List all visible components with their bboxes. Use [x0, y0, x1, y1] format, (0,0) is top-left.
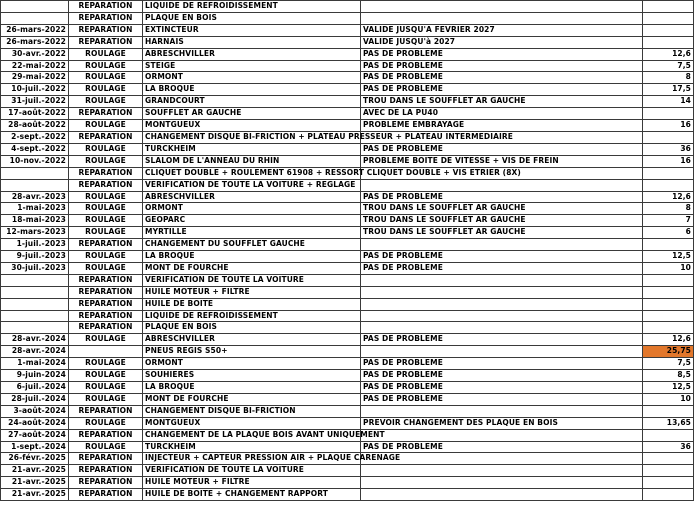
- date-cell[interactable]: 17-août-2022: [1, 108, 69, 120]
- description-cell[interactable]: SOUHIERES: [143, 370, 361, 382]
- value-cell[interactable]: 13,65: [643, 417, 694, 429]
- date-cell[interactable]: [1, 286, 69, 298]
- description-cell[interactable]: ORMONT: [143, 203, 361, 215]
- value-cell[interactable]: [643, 239, 694, 251]
- table-row: [1, 274, 694, 286]
- description-cell[interactable]: SLALOM DE L'ANNEAU DU RHIN: [143, 155, 361, 167]
- comment-cell[interactable]: PAS DE PROBLEME: [361, 72, 643, 84]
- value-cell[interactable]: [643, 1, 694, 13]
- date-cell[interactable]: [1, 179, 69, 191]
- comment-cell[interactable]: TROU DANS LE SOUFFLET AR GAUCHE: [361, 203, 643, 215]
- description-cell[interactable]: CLIQUET DOUBLE + ROULEMENT 61908 + RESSORT CLIQUET DOUBLE + VIS ETRIER (8X): [143, 167, 361, 179]
- value-cell[interactable]: 6: [643, 227, 694, 239]
- value-cell[interactable]: 10: [643, 393, 694, 405]
- comment-cell[interactable]: [361, 310, 643, 322]
- value-cell[interactable]: [643, 131, 694, 143]
- type-cell[interactable]: REPARATION: [69, 453, 143, 465]
- description-cell[interactable]: PLAQUE EN BOIS: [143, 322, 361, 334]
- comment-cell[interactable]: PAS DE PROBLEME: [361, 84, 643, 96]
- comment-cell[interactable]: [361, 286, 643, 298]
- description-cell[interactable]: TURCKHEIM: [143, 143, 361, 155]
- description-cell[interactable]: HUILE MOTEUR + FILTRE: [143, 477, 361, 489]
- table-row: [1, 215, 694, 227]
- value-cell[interactable]: 16: [643, 120, 694, 132]
- comment-cell[interactable]: [361, 346, 643, 358]
- comment-cell[interactable]: TROU DANS LE SOUFFLET AR GAUCHE: [361, 96, 643, 108]
- date-cell[interactable]: [1, 12, 69, 24]
- date-cell[interactable]: 28-avr.-2023: [1, 191, 69, 203]
- value-cell[interactable]: [643, 36, 694, 48]
- date-cell[interactable]: 4-sept.-2022: [1, 143, 69, 155]
- table-row: [1, 382, 694, 394]
- description-cell[interactable]: VERIFICATION DE TOUTE LA VOITURE: [143, 274, 361, 286]
- value-cell[interactable]: 7: [643, 215, 694, 227]
- description-cell[interactable]: INJECTEUR + CAPTEUR PRESSION AIR + PLAQUE CARENAGE: [143, 453, 361, 465]
- date-cell[interactable]: 28-août-2022: [1, 120, 69, 132]
- table-row: [1, 405, 694, 417]
- value-cell[interactable]: [643, 179, 694, 191]
- comment-cell[interactable]: PAS DE PROBLEME: [361, 441, 643, 453]
- comment-cell[interactable]: TROU DANS LE SOUFFLET AR GAUCHE: [361, 215, 643, 227]
- description-cell[interactable]: ABRESCHVILLER: [143, 48, 361, 60]
- type-cell[interactable]: REPARATION: [69, 167, 143, 179]
- type-cell[interactable]: ROULAGE: [69, 358, 143, 370]
- table-row: [1, 286, 694, 298]
- comment-cell[interactable]: AVEC DE LA PU40: [361, 108, 643, 120]
- comment-cell[interactable]: PAS DE PROBLEME: [361, 60, 643, 72]
- description-cell[interactable]: VERIFICATION DE TOUTE LA VOITURE + REGLAGE: [143, 179, 361, 191]
- comment-cell[interactable]: PAS DE PROBLEME: [361, 370, 643, 382]
- value-cell[interactable]: [643, 274, 694, 286]
- type-cell[interactable]: [69, 346, 143, 358]
- comment-cell[interactable]: PREVOIR CHANGEMENT DES PLAQUE EN BOIS: [361, 417, 643, 429]
- type-cell[interactable]: ROULAGE: [69, 215, 143, 227]
- table-row: [1, 1, 694, 13]
- type-cell[interactable]: REPARATION: [69, 179, 143, 191]
- table-row: [1, 453, 694, 465]
- type-cell[interactable]: REPARATION: [69, 477, 143, 489]
- table-row: [1, 155, 694, 167]
- description-cell[interactable]: CHANGEMENT DU SOUFFLET GAUCHE: [143, 239, 361, 251]
- description-cell[interactable]: MONT DE FOURCHE: [143, 393, 361, 405]
- type-cell[interactable]: ROULAGE: [69, 441, 143, 453]
- type-cell[interactable]: ROULAGE: [69, 84, 143, 96]
- table-row: [1, 429, 694, 441]
- description-cell[interactable]: EXTINCTEUR: [143, 24, 361, 36]
- description-cell[interactable]: CHANGEMENT DISQUE BI-FRICTION + PLATEAU PRESSEUR + PLATEAU INTERMEDIAIRE: [143, 131, 361, 143]
- table-row: [1, 346, 694, 358]
- description-cell[interactable]: LA BROQUE: [143, 84, 361, 96]
- comment-cell[interactable]: [361, 477, 643, 489]
- table-row: [1, 24, 694, 36]
- description-cell[interactable]: ABRESCHVILLER: [143, 334, 361, 346]
- date-cell[interactable]: 28-juil.-2024: [1, 393, 69, 405]
- date-cell[interactable]: 6-juil.-2024: [1, 382, 69, 394]
- table-row: [1, 465, 694, 477]
- description-cell[interactable]: LA BROQUE: [143, 382, 361, 394]
- type-cell[interactable]: REPARATION: [69, 429, 143, 441]
- comment-cell[interactable]: PAS DE PROBLEME: [361, 48, 643, 60]
- date-cell[interactable]: [1, 167, 69, 179]
- comment-cell[interactable]: PAS DE PROBLEME: [361, 393, 643, 405]
- table-row: [1, 191, 694, 203]
- description-cell[interactable]: MONTGUEUX: [143, 120, 361, 132]
- table-row: [1, 84, 694, 96]
- description-cell[interactable]: LIQUIDE DE REFROIDISSEMENT: [143, 1, 361, 13]
- date-cell[interactable]: [1, 274, 69, 286]
- date-cell[interactable]: 24-août-2024: [1, 417, 69, 429]
- description-cell[interactable]: PLAQUE EN BOIS: [143, 12, 361, 24]
- comment-cell[interactable]: PROBLEME EMBRAYAGE: [361, 120, 643, 132]
- description-cell[interactable]: STEIGE: [143, 60, 361, 72]
- table-row: [1, 310, 694, 322]
- date-cell[interactable]: 2-sept.-2022: [1, 131, 69, 143]
- date-cell[interactable]: 22-mai-2022: [1, 60, 69, 72]
- type-cell[interactable]: REPARATION: [69, 12, 143, 24]
- table-row: [1, 12, 694, 24]
- type-cell[interactable]: ROULAGE: [69, 96, 143, 108]
- table-row: [1, 441, 694, 453]
- type-cell[interactable]: ROULAGE: [69, 60, 143, 72]
- comment-cell[interactable]: PAS DE PROBLEME: [361, 191, 643, 203]
- type-cell[interactable]: REPARATION: [69, 310, 143, 322]
- type-cell[interactable]: ROULAGE: [69, 417, 143, 429]
- date-cell[interactable]: 28-avr.-2024: [1, 334, 69, 346]
- comment-cell[interactable]: VALIDE JUSQU'à 2027: [361, 36, 643, 48]
- date-cell[interactable]: 26-mars-2022: [1, 24, 69, 36]
- date-cell[interactable]: 10-nov.-2022: [1, 155, 69, 167]
- date-cell[interactable]: 26-févr.-2025: [1, 453, 69, 465]
- date-cell[interactable]: 26-mars-2022: [1, 36, 69, 48]
- type-cell[interactable]: ROULAGE: [69, 120, 143, 132]
- table-row: [1, 179, 694, 191]
- value-cell[interactable]: 7,5: [643, 358, 694, 370]
- comment-cell[interactable]: PAS DE PROBLEME: [361, 382, 643, 394]
- type-cell[interactable]: ROULAGE: [69, 48, 143, 60]
- value-cell[interactable]: 14: [643, 96, 694, 108]
- value-cell[interactable]: 8: [643, 203, 694, 215]
- description-cell[interactable]: LA BROQUE: [143, 251, 361, 263]
- table-row: [1, 60, 694, 72]
- date-cell[interactable]: 21-avr.-2025: [1, 477, 69, 489]
- type-cell[interactable]: ROULAGE: [69, 334, 143, 346]
- date-cell[interactable]: 1-sept.-2024: [1, 441, 69, 453]
- comment-cell[interactable]: PAS DE PROBLEME: [361, 262, 643, 274]
- date-cell[interactable]: 31-juil.-2022: [1, 96, 69, 108]
- comment-cell[interactable]: PAS DE PROBLEME: [361, 358, 643, 370]
- description-cell[interactable]: HUILE MOTEUR + FILTRE: [143, 286, 361, 298]
- description-cell[interactable]: VERIFICATION DE TOUTE LA VOITURE: [143, 465, 361, 477]
- table-row: [1, 477, 694, 489]
- table-row: [1, 370, 694, 382]
- table-row: [1, 358, 694, 370]
- description-cell[interactable]: MONT DE FOURCHE: [143, 262, 361, 274]
- comment-cell[interactable]: PAS DE PROBLEME: [361, 334, 643, 346]
- value-cell[interactable]: [643, 429, 694, 441]
- value-cell[interactable]: 25,75: [643, 346, 694, 358]
- type-cell[interactable]: REPARATION: [69, 36, 143, 48]
- table-row: [1, 239, 694, 251]
- table-row: [1, 251, 694, 263]
- date-cell[interactable]: 27-août-2024: [1, 429, 69, 441]
- description-cell[interactable]: LIQUIDE DE REFROIDISSEMENT: [143, 310, 361, 322]
- value-cell[interactable]: [643, 405, 694, 417]
- table-row: [1, 96, 694, 108]
- comment-cell[interactable]: [361, 465, 643, 477]
- comment-cell[interactable]: TROU DANS LE SOUFFLET AR GAUCHE: [361, 227, 643, 239]
- table-row: [1, 120, 694, 132]
- value-cell[interactable]: [643, 24, 694, 36]
- date-cell[interactable]: [1, 322, 69, 334]
- value-cell[interactable]: 8,5: [643, 370, 694, 382]
- date-cell[interactable]: 1-juil.-2023: [1, 239, 69, 251]
- type-cell[interactable]: ROULAGE: [69, 393, 143, 405]
- description-cell[interactable]: ORMONT: [143, 358, 361, 370]
- value-cell[interactable]: [643, 167, 694, 179]
- table-row: [1, 36, 694, 48]
- type-cell[interactable]: REPARATION: [69, 322, 143, 334]
- comment-cell[interactable]: PROBLEME BOITE DE VITESSE + VIS DE FREIN: [361, 155, 643, 167]
- table-row: [1, 298, 694, 310]
- date-cell[interactable]: 30-avr.-2022: [1, 48, 69, 60]
- table-row: [1, 167, 694, 179]
- date-cell[interactable]: [1, 1, 69, 13]
- date-cell[interactable]: 10-juil.-2022: [1, 84, 69, 96]
- date-cell[interactable]: 3-août-2024: [1, 405, 69, 417]
- date-cell[interactable]: [1, 310, 69, 322]
- description-cell[interactable]: ABRESCHVILLER: [143, 191, 361, 203]
- value-cell[interactable]: 10: [643, 262, 694, 274]
- type-cell[interactable]: REPARATION: [69, 131, 143, 143]
- date-cell[interactable]: 9-juin-2024: [1, 370, 69, 382]
- date-cell[interactable]: 1-mai-2024: [1, 358, 69, 370]
- date-cell[interactable]: 18-mai-2023: [1, 215, 69, 227]
- value-cell[interactable]: 12,6: [643, 334, 694, 346]
- comment-cell[interactable]: [361, 239, 643, 251]
- value-cell[interactable]: [643, 12, 694, 24]
- comment-cell[interactable]: [361, 405, 643, 417]
- description-cell[interactable]: CHANGEMENT DE LA PLAQUE BOIS AVANT UNIQUEMENT: [143, 429, 361, 441]
- description-cell[interactable]: ORMONT: [143, 72, 361, 84]
- value-cell[interactable]: [643, 108, 694, 120]
- value-cell[interactable]: [643, 298, 694, 310]
- type-cell[interactable]: ROULAGE: [69, 143, 143, 155]
- description-cell[interactable]: MYRTILLE: [143, 227, 361, 239]
- value-cell[interactable]: [643, 489, 694, 501]
- table-row: [1, 322, 694, 334]
- table-row: [1, 417, 694, 429]
- type-cell[interactable]: REPARATION: [69, 298, 143, 310]
- value-cell[interactable]: 12,6: [643, 191, 694, 203]
- type-cell[interactable]: ROULAGE: [69, 155, 143, 167]
- type-cell[interactable]: ROULAGE: [69, 72, 143, 84]
- value-cell[interactable]: [643, 322, 694, 334]
- comment-cell[interactable]: [361, 453, 643, 465]
- type-cell[interactable]: ROULAGE: [69, 370, 143, 382]
- type-cell[interactable]: ROULAGE: [69, 262, 143, 274]
- description-cell[interactable]: PNEUS REGIS S50+: [143, 346, 361, 358]
- description-cell[interactable]: HUILE DE BOITE: [143, 298, 361, 310]
- description-cell[interactable]: CHANGEMENT DISQUE BI-FRICTION: [143, 405, 361, 417]
- value-cell[interactable]: 12,5: [643, 251, 694, 263]
- value-cell[interactable]: [643, 286, 694, 298]
- table-row: [1, 393, 694, 405]
- comment-cell[interactable]: [361, 179, 643, 191]
- date-cell[interactable]: 28-avr.-2024: [1, 346, 69, 358]
- value-cell[interactable]: [643, 453, 694, 465]
- date-cell[interactable]: 9-juil.-2023: [1, 251, 69, 263]
- type-cell[interactable]: REPARATION: [69, 405, 143, 417]
- type-cell[interactable]: REPARATION: [69, 489, 143, 501]
- comment-cell[interactable]: [361, 1, 643, 13]
- description-cell[interactable]: MONTGUEUX: [143, 417, 361, 429]
- comment-cell[interactable]: [361, 322, 643, 334]
- table-row: [1, 131, 694, 143]
- table-row: [1, 108, 694, 120]
- comment-cell[interactable]: [361, 12, 643, 24]
- comment-cell[interactable]: PAS DE PROBLEME: [361, 143, 643, 155]
- date-cell[interactable]: 1-mai-2023: [1, 203, 69, 215]
- comment-cell[interactable]: [361, 489, 643, 501]
- description-cell[interactable]: GEOPARC: [143, 215, 361, 227]
- date-cell[interactable]: 21-avr.-2025: [1, 465, 69, 477]
- type-cell[interactable]: ROULAGE: [69, 251, 143, 263]
- value-cell[interactable]: 17,5: [643, 84, 694, 96]
- type-cell[interactable]: REPARATION: [69, 108, 143, 120]
- value-cell[interactable]: 16: [643, 155, 694, 167]
- value-cell[interactable]: [643, 310, 694, 322]
- type-cell[interactable]: ROULAGE: [69, 382, 143, 394]
- value-cell[interactable]: 36: [643, 441, 694, 453]
- description-cell[interactable]: HARNAIS: [143, 36, 361, 48]
- value-cell[interactable]: 12,6: [643, 48, 694, 60]
- type-cell[interactable]: REPARATION: [69, 286, 143, 298]
- comment-cell[interactable]: PAS DE PROBLEME: [361, 251, 643, 263]
- type-cell[interactable]: ROULAGE: [69, 203, 143, 215]
- type-cell[interactable]: REPARATION: [69, 1, 143, 13]
- description-cell[interactable]: HUILE DE BOITE + CHANGEMENT RAPPORT: [143, 489, 361, 501]
- sheet-body: [1, 1, 694, 501]
- table-row: [1, 203, 694, 215]
- comment-cell[interactable]: [361, 298, 643, 310]
- comment-cell[interactable]: VALIDE JUSQU'A FEVRIER 2027: [361, 24, 643, 36]
- comment-cell[interactable]: [361, 429, 643, 441]
- value-cell[interactable]: [643, 465, 694, 477]
- date-cell[interactable]: 12-mars-2023: [1, 227, 69, 239]
- value-cell[interactable]: 36: [643, 143, 694, 155]
- table-row: [1, 227, 694, 239]
- date-cell[interactable]: 21-avr.-2025: [1, 489, 69, 501]
- table-row: [1, 72, 694, 84]
- table-row: [1, 48, 694, 60]
- description-cell[interactable]: TURCKHEIM: [143, 441, 361, 453]
- description-cell[interactable]: SOUFFLET AR GAUCHE: [143, 108, 361, 120]
- date-cell[interactable]: 29-mai-2022: [1, 72, 69, 84]
- table-row: [1, 143, 694, 155]
- date-cell[interactable]: [1, 298, 69, 310]
- table-row: [1, 262, 694, 274]
- value-cell[interactable]: [643, 477, 694, 489]
- value-cell[interactable]: 7,5: [643, 60, 694, 72]
- date-cell[interactable]: 30-juil.-2023: [1, 262, 69, 274]
- type-cell[interactable]: REPARATION: [69, 24, 143, 36]
- value-cell[interactable]: 12,5: [643, 382, 694, 394]
- type-cell[interactable]: ROULAGE: [69, 191, 143, 203]
- type-cell[interactable]: REPARATION: [69, 465, 143, 477]
- value-cell[interactable]: 8: [643, 72, 694, 84]
- table-row: [1, 334, 694, 346]
- comment-cell[interactable]: [361, 274, 643, 286]
- description-cell[interactable]: GRANDCOURT: [143, 96, 361, 108]
- type-cell[interactable]: ROULAGE: [69, 227, 143, 239]
- type-cell[interactable]: REPARATION: [69, 239, 143, 251]
- type-cell[interactable]: REPARATION: [69, 274, 143, 286]
- table-row: [1, 489, 694, 501]
